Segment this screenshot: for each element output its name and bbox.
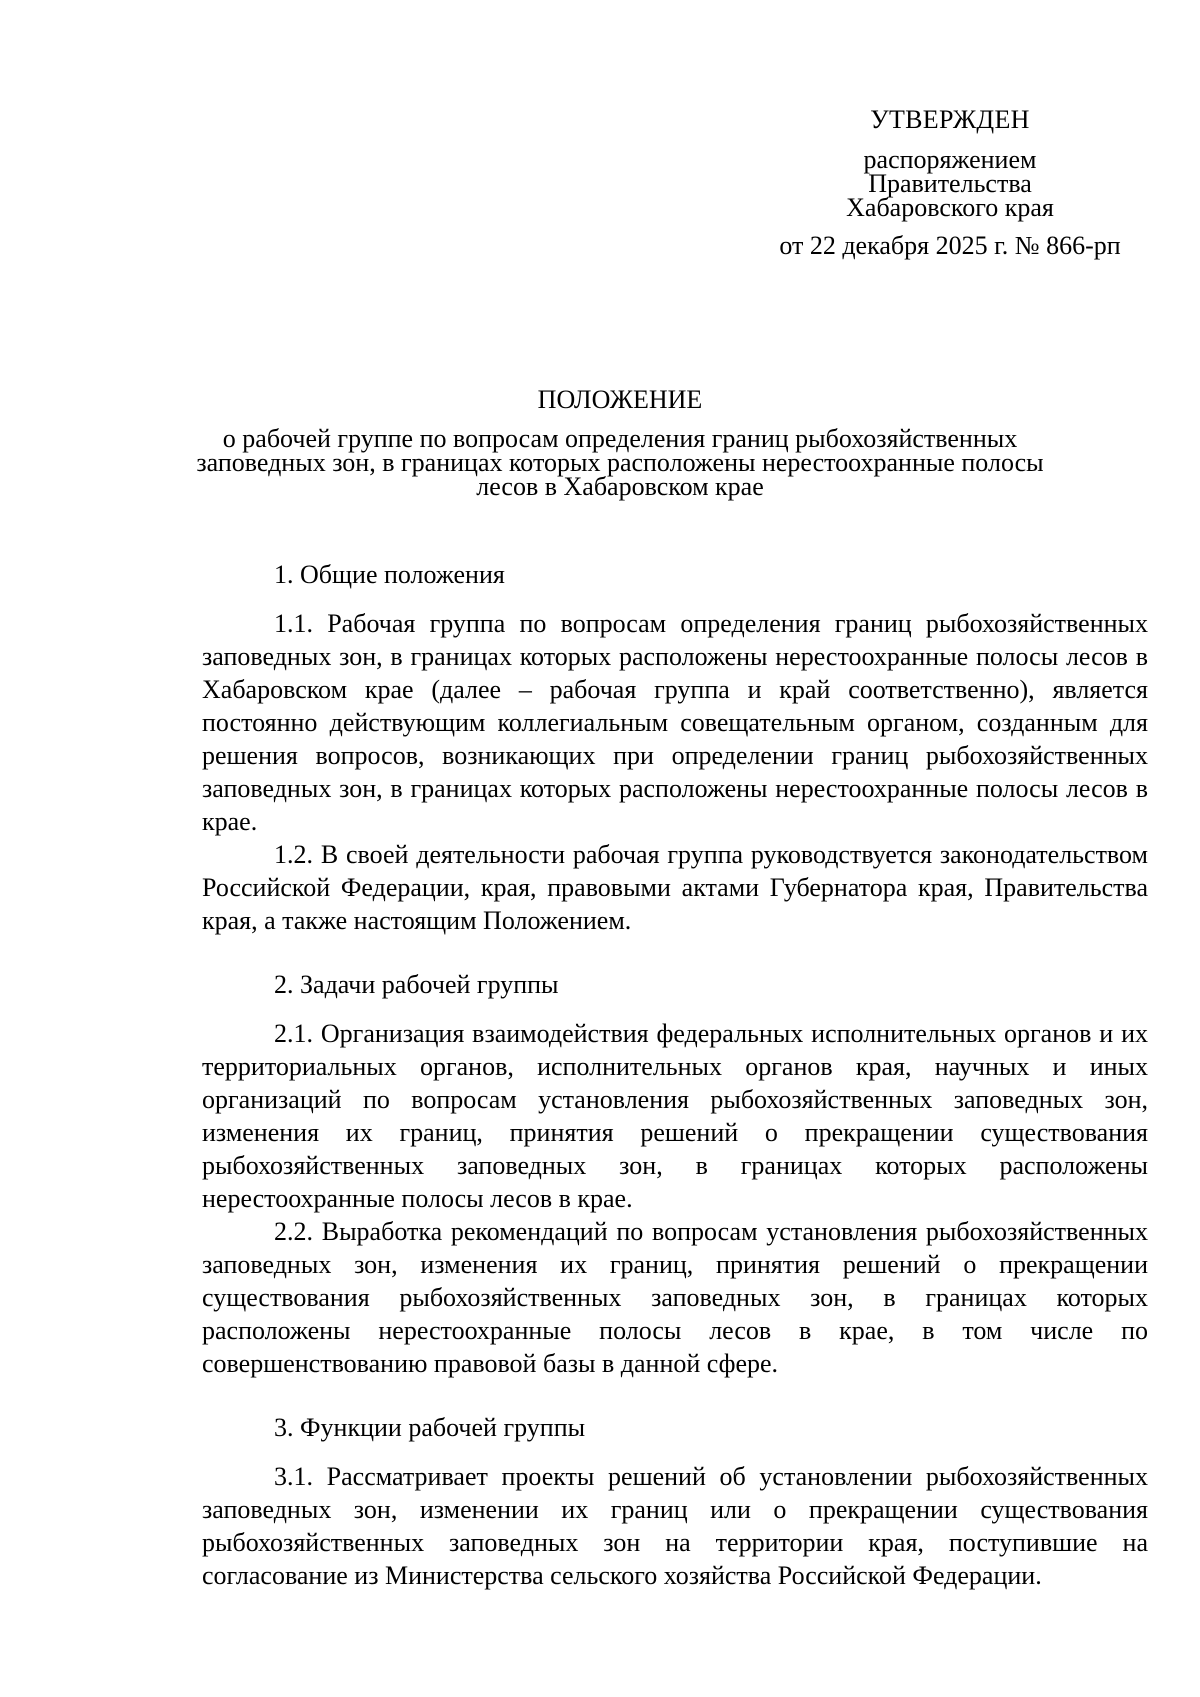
approval-heading: УТВЕРЖДЕН [870, 105, 1030, 134]
approval-date: от 22 декабря 2025 г. № 866-рп [779, 231, 1121, 260]
document-title-block [180, 385, 1060, 501]
document-subtitle-line: лесов в Хабаровском крае [476, 472, 764, 501]
paragraph: 1.2. В своей деятельности рабочая группа руководствуется законодательством Российской Федерации, края, правовыми актами Губернатора края, Правительства края, а также настоящим Положением. [202, 840, 1148, 935]
section-heading: 3. Функции рабочей группы [274, 1413, 586, 1442]
section-heading: 2. Задачи рабочей группы [274, 970, 559, 999]
paragraph: 1.1. Рабочая группа по вопросам определения границ рыбохозяйственных заповедных зон, в границах которых расположены нерестоохранные полосы лесов в Хабаровском крае (далее – рабочая группа и край соответственно), является постоянно действующим коллегиальным совещательным органом, созданным для решения вопросов, возникающих при определении границ рыбохозяйственных заповедных зон, в границах которых расположены нерестоохранные полосы лесов в крае. [202, 609, 1148, 836]
section-heading: 1. Общие положения [274, 560, 505, 589]
approval-line: распоряжением [863, 145, 1037, 174]
document-subtitle-line: о рабочей группе по вопросам определения границ рыбохозяйственных [222, 424, 1018, 453]
approval-line: Правительства [868, 169, 1032, 198]
document-title: ПОЛОЖЕНИЕ [537, 385, 703, 414]
paragraph: 2.2. Выработка рекомендаций по вопросам установления рыбохозяйственных заповедных зон, изменения их границ, принятия решений о прекращении существования рыбохозяйственных заповедных зон, в границах которых расположены нерестоохранные полосы лесов в крае, в том числе по совершенствованию правовой базы в данной сфере. [202, 1217, 1148, 1378]
approval-line: Хабаровского края [846, 193, 1054, 222]
document-subtitle-line: заповедных зон, в границах которых расположены нерестоохранные полосы [196, 448, 1044, 477]
approval-block [740, 105, 1160, 260]
document-body [202, 558, 1148, 1592]
paragraph: 2.1. Организация взаимодействия федеральных исполнительных органов и их территориальных органов, исполнительных органов края, научных и иных организаций по вопросам установления рыбохозяйственных заповедных зон, изменения их границ, принятия решений о прекращении существования рыбохозяйственных заповедных зон, в границах которых расположены нерестоохранные полосы лесов в крае. [202, 1019, 1148, 1213]
paragraph: 3.1. Рассматривает проекты решений об установлении рыбохозяйственных заповедных зон, изменении их границ или о прекращении существования рыбохозяйственных заповедных зон на территории края, поступившие на согласование из Министерства сельского хозяйства Российской Федерации. [202, 1462, 1148, 1590]
